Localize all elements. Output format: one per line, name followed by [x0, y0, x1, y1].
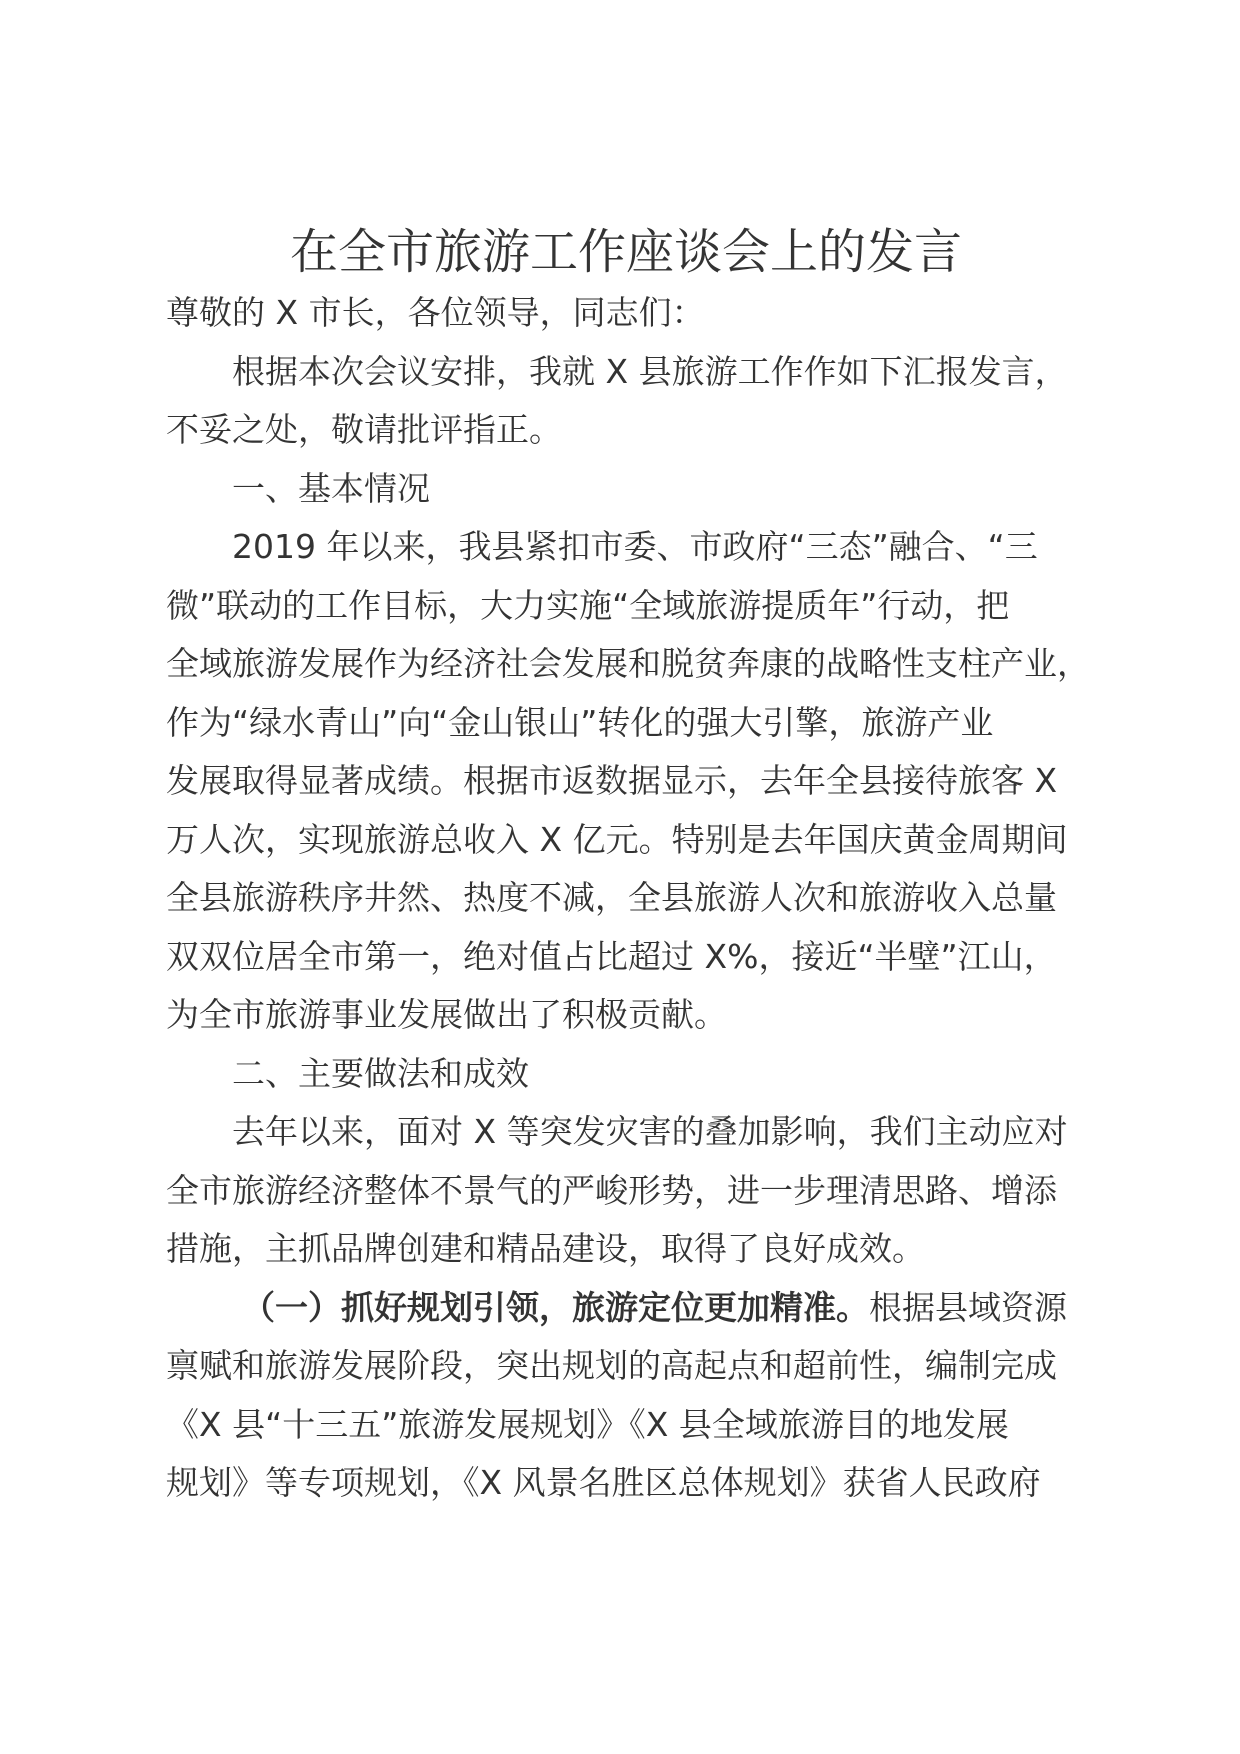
- body-line: 《X 县“十三五”旅游发展规划》《X 县全域旅游目的地发展: [166, 1404, 1009, 1444]
- body-line: 2019 年以来，我县紧扣市委、市政府“三态”融合、“三: [232, 527, 1038, 566]
- subsection-heading-1: （一）抓好规划引领，旅游定位更加精准。: [242, 1287, 869, 1327]
- body-line: 发展取得显著成绩。根据市返数据显示，去年全县接待旅客 X: [166, 761, 1058, 800]
- body-line: 禀赋和旅游发展阶段，突出规划的高起点和超前性，编制完成: [166, 1346, 1057, 1385]
- body-line: 规划》等专项规划，《X 风景名胜区总体规划》获省人民政府: [166, 1463, 1041, 1502]
- document-page: [166, 222, 1090, 1513]
- body-line: 万人次，实现旅游总收入 X 亿元。特别是去年国庆黄金周期间: [166, 819, 1068, 859]
- document-title: 在全市旅游工作座谈会上的发言: [289, 224, 962, 280]
- body-line: 作为“绿水青山”向“金山银山”转化的强大引擎，旅游产业: [166, 702, 994, 742]
- body-line: 为全市旅游事业发展做出了积极贡献。: [166, 995, 727, 1034]
- subsection-lead-text: 根据县域资源: [869, 1287, 1067, 1327]
- salutation-line: 尊敬的 X 市长，各位领导，同志们：: [166, 293, 705, 332]
- body-line: 全县旅游秩序井然、热度不减，全县旅游人次和旅游收入总量: [166, 878, 1057, 917]
- body-line: 全市旅游经济整体不景气的严峻形势，进一步理清思路、增添: [166, 1170, 1057, 1210]
- body-line: 根据本次会议安排，我就 X 县旅游工作作如下汇报发言，: [232, 351, 1068, 391]
- body-line: 不妥之处，敬请批评指正。: [166, 410, 562, 449]
- body-line: 去年以来，面对 X 等突发灾害的叠加影响，我们主动应对: [232, 1112, 1068, 1151]
- body-line: 微”联动的工作目标，大力实施“全域旅游提质年”行动，把: [166, 585, 1010, 625]
- body-line: 双双位居全市第一，绝对值占比超过 X%，接近“半壁”江山，: [166, 936, 1057, 976]
- subsection-lead-line: [166, 1279, 1086, 1338]
- section-heading-2: 二、主要做法和成效: [232, 1053, 529, 1093]
- section-heading-1: 一、基本情况: [232, 468, 430, 508]
- body-line: 全域旅游发展作为经济社会发展和脱贫奔康的战略性支柱产业，: [166, 644, 1090, 683]
- body-line: 措施，主抓品牌创建和精品建设，取得了良好成效。: [166, 1229, 925, 1268]
